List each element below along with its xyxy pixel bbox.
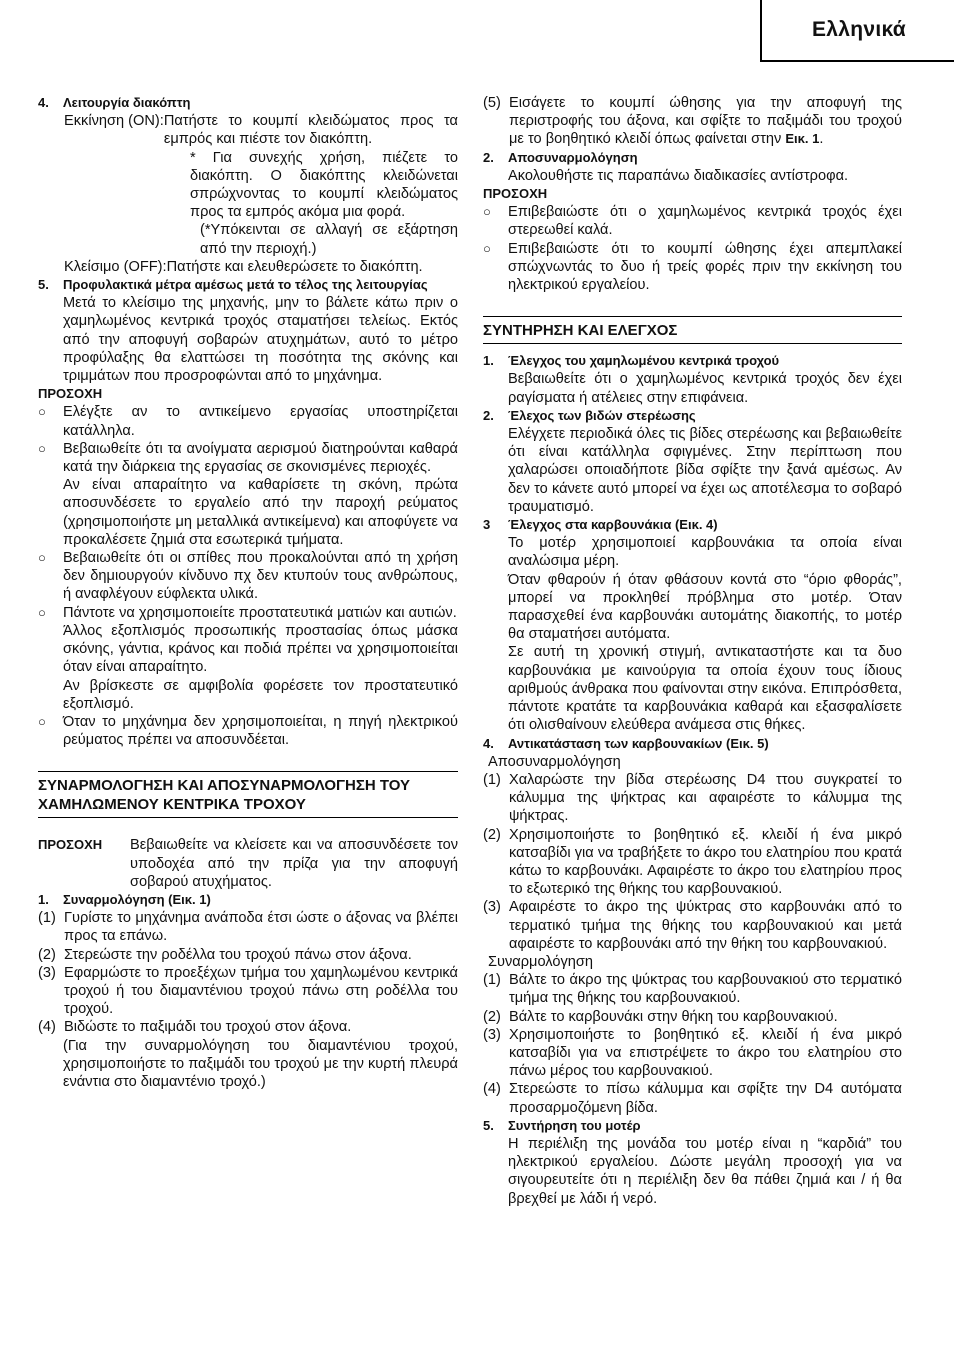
switch-on-row: [38, 112, 458, 148]
caution-label: ΠΡΟΣΟΧΗ: [38, 837, 103, 853]
assembly-subheading: Συναρμολόγηση: [488, 953, 594, 970]
precautions-heading: 5. Προφυλακτικά μέτρα αμέσως μετά το τέλος της λειτουργίας: [38, 277, 428, 293]
bullet-circle-icon: ○: [483, 204, 491, 220]
disassembly-heading: 2. Αποσυναρμολόγηση: [483, 149, 638, 165]
bullet-item: ○ Ελέγξτε αν το αντικείμενο εργασίας υποστηρίζεται κατάλληλα.: [38, 404, 458, 439]
maintenance-text-3b: Όταν φθαρούν ή όταν φθάσουν κοντά στο “όριο φθοράς”, μπορεί να προκληθεί πρόβλημα στο μοτέρ. Όταν παρασχεθεί ένα καρβουνάκι αυτομάτης διακοπής, το μοτέρ θα σταματήσει αυτόματα.: [508, 571, 902, 643]
maintenance-heading-5: 5. Συντήρηση του μοτέρ: [483, 1117, 641, 1133]
list-item: (3) Χρησιμοποιήστε το βοηθητικό εξ. κλειδί ή ένα μικρό κατσαβίδι για να επιστρέψετε το άκρο του ελατηρίου στο πάνω μέρος του καρβουνακιού.: [483, 1026, 902, 1080]
language-label: Ελληνικά: [811, 18, 906, 41]
bullet-continuation: Αν είναι απαραίτητο να καθαρίσετε τη σκόνη, πρώτα αποσυνδέσετε το εργαλείο από την παροχή ρεύματος (χρησιμοποιήστε μη μεταλλικά αντικείμενα) και αποφύγετε να προκαλέσετε ζημιά στα εσωτερικά τμήματα.: [63, 477, 458, 548]
section-heading-assembly: ΣΥΝΑΡΜΟΛΟΓΗΣΗ ΚΑΙ ΑΠΟΣΥΝΑΡΜΟΛΟΓΗΣΗ ΤΟΥ ΧΑΜΗΛΩΜΕΝΟΥ ΚΕΝΤΡΙΚΑ ΤΡΟΧΟΥ: [38, 771, 458, 818]
bullet-circle-icon: ○: [38, 713, 46, 729]
bullet-item: ○ Βεβαιωθείτε ότι τα ανοίγματα αερισμού διατηρούνται καθαρά κατά την διάρκεια της εργασίας σε σκονισμένες περιοχές.: [38, 440, 458, 476]
switch-off-label: Κλείσιμο (OFF):: [64, 258, 167, 275]
figure-reference: Εικ. 1: [785, 131, 820, 147]
maintenance-text-2: Ελέγχετε περιοδικά όλες τις βίδες στερέωσης και βεβαιωθείτε ότι είναι κατάλληλα σφιγμένες. Στην περίπτωση που χαλαρώσει οποιαδήποτε βίδα σφίξτε την ξανά αμέσως. Αν δεν το κάνετε αυτό μπορεί να έχει ως αποτέλεσμα το σοβαρό τραυματισμό.: [508, 426, 902, 515]
maintenance-text-3: Το μοτέρ χρησιμοποιεί καρβουνάκια τα οποία είναι αναλώσιμα μέρη.: [508, 535, 902, 570]
list-item: (2) Βάλτε το καρβουνάκι στην θήκη του καρβουνακιού.: [483, 1008, 838, 1025]
bullet-continuation: Αν βρίσκεστε σε αμφιβολία φορέσετε τον προστατευτικό εξοπλισμό.: [63, 677, 458, 712]
maintenance-heading-1: 1. Έλεγχος του χαμηλωμένου κεντρικά τροχού: [483, 353, 780, 369]
bullet-circle-icon: ○: [38, 440, 46, 456]
list-item: (4) Στερεώστε το πίσω κάλυμμα και σφίξτε την D4 αυτόματα προσαρμοζόμενη βίδα.: [483, 1081, 902, 1116]
bullet-item: ○ Βεβαιωθείτε ότι οι σπίθες που προκαλούνται από τη χρήση δεν δημιουργούν κίνδυνο πχ δεν κτυπούν τους ανθρώπους, ή αναφλέγουν εύφλεκτα υλικά.: [38, 550, 458, 603]
section-heading-maintenance: ΣΥΝΤΗΡΗΣΗ ΚΑΙ ΕΛΕΓΧΟΣ: [483, 316, 902, 344]
bullet-circle-icon: ○: [483, 240, 491, 256]
precautions-text: Μετά το κλείσιμο της μηχανής, μην το βάλετε κάτω πριν ο χαμηλωμένος κεντρικά τροχός σταματήσει τελείως. Εκτός από την αποφυγή σοβαρών ατυχημάτων, αυτό το μέτρο προφύλαξης θα ελαττώσει τη ποσότητα της σκόνης και τριμμάτων που προσροφώνται από το μηχάνημα.: [63, 295, 458, 385]
bullet-item: ○ Επιβεβαιώστε ότι ο χαμηλωμένος κεντρικά τροχός έχει στερεωθεί καλά.: [483, 204, 902, 239]
switch-operation-heading: 4. Λειτουργία διακόπτη: [38, 95, 191, 110]
caution-label: ΠΡΟΣΟΧΗ: [38, 386, 103, 402]
disassembly-text: Ακολουθήστε τις παραπάνω διαδικασίες αντίστροφα.: [508, 167, 849, 184]
list-item: (2) Στερεώστε την ροδέλλα του τροχού πάνω στον άξονα.: [38, 946, 412, 963]
list-item: (5) Εισάγετε το κουμπί ώθησης για την αποφυγή της περιστροφής του άξονα, και σφίξτε το παξιμάδι του τροχού με το βοηθητικό κλειδί όπως φαίνεται στην Εικ. 1.: [483, 95, 902, 148]
caution-label: ΠΡΟΣΟΧΗ: [483, 186, 548, 202]
bullet-item: ○ Πάντοτε να χρησιμοποιείτε προστατευτικά ματιών και αυτιών.: [38, 604, 457, 621]
disassembly-subheading: Αποσυναρμολόγηση: [488, 753, 621, 770]
right-column: [483, 94, 902, 1208]
list-item: (3) Εφαρμώστε το προεξέχων τμήμα του χαμηλωμένου κεντρικά τροχού ή του διαμαντένιου τροχού πάνω στη ροδέλλα του τροχού.: [38, 964, 458, 1018]
maintenance-heading-3: 3 Έλεγχος στα καρβουνάκια (Εικ. 4): [483, 517, 718, 533]
bullet-item: ○ Επιβεβαιώστε ότι το κουμπί ώθησης έχει απεμπλακεί σπώχνωντάς το δυο ή τρείς φορές πριν την εκκίνηση του ηλεκτρικού εργαλείου.: [483, 240, 902, 294]
list-item: (3) Αφαιρέστε το άκρο της ψύκτρας στο καρβουνάκι από το τερματικό τμήμα της θήκης του καρβουνακιού και μετά αφαιρέστε το καρβουνάκι από την θήκη του καρβουνακιού.: [483, 899, 902, 952]
bullet-item: ○ Όταν το μηχάνημα δεν χρησιμοποιείται, η πηγή ηλεκτρικού ρεύματος πρέπει να αποσυνδέεται.: [38, 713, 458, 749]
maintenance-text-3c: Σε αυτή τη χρονική στιγμή, αντικαταστήστε και τα δυο καρβουνάκια με καινούργια τα οποία έχουν τους ίδιους αριθμούς άνθρακα που φαίνονται στην εικόνα. Επιπρόσθετα, πάντοτε κρατάτε τα καρβουνάκια καθαρά και εξασφαλίσετε ότι ολισθαίνουν ελεύθερα ανάμεσα στις θήκες.: [508, 644, 902, 734]
assembly-heading: 1. Συναρμολόγηση (Εικ. 1): [38, 891, 211, 907]
assembly-note: (Για την συναρμολόγηση του διαμαντένιου τροχού, χρησιμοποιήστε το παξιμάδι του τροχού με την κυρτή πλευρά ενάντια στο διαμαντένιο τροχό.): [63, 1037, 458, 1090]
list-item: (1) Γυρίστε το μηχάνημα ανάποδα έτσι ώστε ο άξονας να βλέπει προς τα επάνω.: [38, 910, 458, 945]
left-column: [38, 94, 458, 1091]
bullet-circle-icon: ○: [38, 550, 46, 566]
maintenance-text-1: Βεβαιωθείτε ότι ο χαμηλωμένος κεντρικά τροχός δεν έχει ραγίσματα ή ατέλειες στην επιφάνεια.: [508, 371, 902, 406]
switch-off-row: [38, 258, 458, 276]
bullet-continuation: Άλλος εξοπλισμός προσωπικής προστασίας όπως μάσκα σκόνης, γάντια, κράνος και ποδιά πρέπει να χρησιμοποιείται όταν είναι απαραίτητο.: [63, 622, 458, 676]
language-tab: [760, 0, 954, 62]
switch-on-label: Εκκίνηση (ON):: [64, 113, 164, 130]
caution-text: Βεβαιωθείτε να κλείσετε και να αποσυνδέσετε τον υποδοχέα από την πρίζα για την αποφυγή σοβαρού ατυχήματος.: [130, 837, 458, 890]
switch-on-note-region: (*Υπόκεινται σε αλλαγή σε εξάρτηση από την περιοχή.): [200, 222, 458, 257]
caution-block: [38, 836, 458, 891]
maintenance-heading-2: 2. Έλεχος των βιδών στερέωσης: [483, 407, 696, 423]
switch-on-note: * Για συνεχής χρήση, πιέζετε το διακόπτη. Ο διακόπτης κλειδώνεται σπρώχνοντας το κουμπί κλειδώματος προς τα εμπρός ακόμα μια φορά.: [190, 149, 458, 221]
bullet-circle-icon: ○: [38, 604, 46, 620]
bullet-circle-icon: ○: [38, 404, 46, 420]
switch-off-text: Πατήστε και ελευθερώσετε το διακόπτη.: [166, 258, 423, 275]
list-item: (1) Βάλτε το άκρο της ψύκτρας του καρβουνακιού στο τερματικό τμήμα της θήκης του καρβουνακιού.: [483, 972, 902, 1007]
maintenance-heading-4: 4. Αντικατάσταση των καρβουνακίων (Εικ. 5): [483, 735, 769, 751]
list-item: (1) Χαλαρώστε την βίδα στερέωσης D4 ττου συγκρατεί το κάλυμμα της ψήκτρας και αφαιρέστε το κάλυμμα της ψήκτρας.: [483, 771, 902, 825]
maintenance-text-5: Η περιέλιξη της μονάδα του μοτέρ είναι η “καρδιά” του ηλεκτρικού εργαλείου. Δώστε μεγάλη προσοχή για να σιγουρευτείτε ότι η περιέλιξη δεν θα πάθει ζημιά και / ή θα βρεχθεί με λάδι ή νερό.: [508, 1135, 902, 1207]
list-item: (2) Χρησιμοποιήστε το βοηθητικό εξ. κλειδί ή ένα μικρό κατσαβίδι για να τραβήξετε το άκρο του ελατηρίου που κρατά κάτω το καρβουνάκι. Αφαιρέστε το άκρο του ελατηρίου προς το εξωτερικό της θήκης του καρβουνακιού.: [483, 826, 902, 898]
list-item: (4) Βιδώστε το παξιμάδι του τροχού στον άξονα.: [38, 1019, 352, 1036]
switch-on-text: Πατήστε το κουμπί κλειδώματος προς τα εμπρός και πιέστε τον διακόπτη.: [163, 113, 458, 148]
